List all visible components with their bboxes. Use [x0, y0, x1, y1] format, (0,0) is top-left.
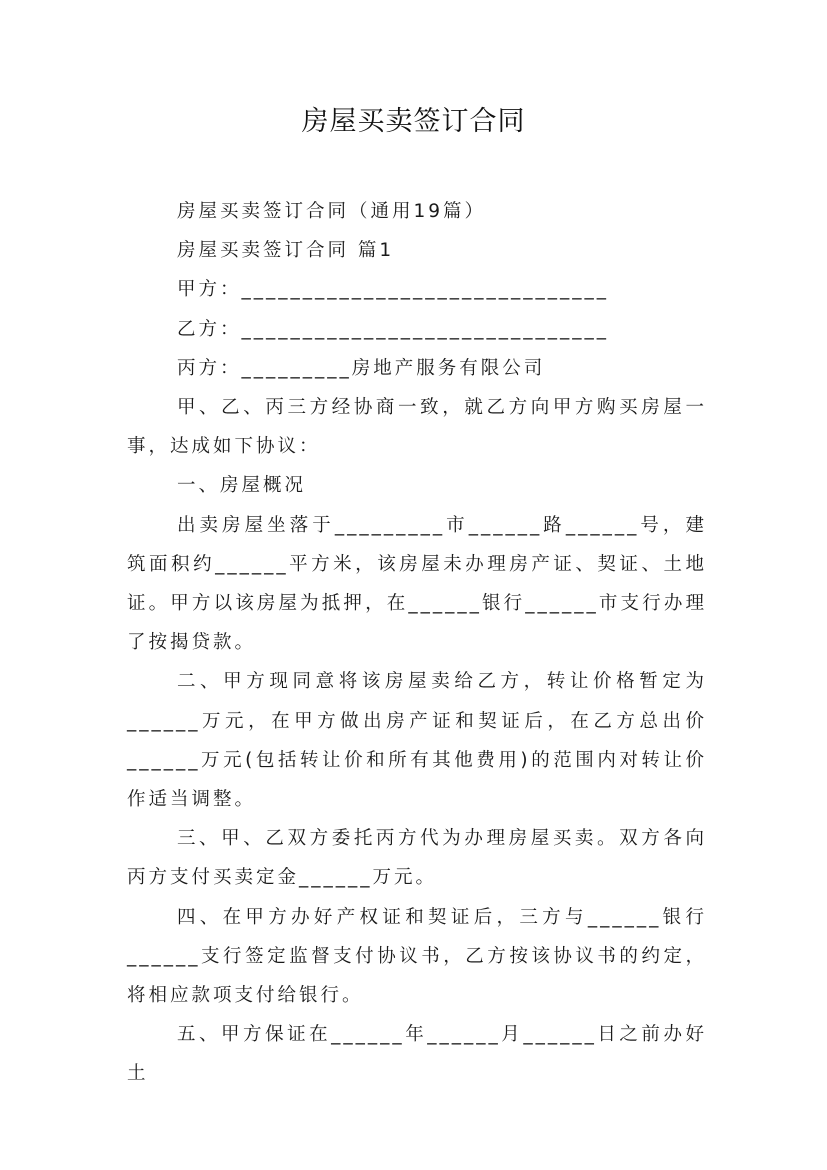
clause-2-text: 二、甲方现同意将该房屋卖给乙方，转让价格暂定为______万元，在甲方做出房产证和契证后，在乙方总出价______万元(包括转让价和所有其他费用)的范围内对转让价作适当调整。: [127, 671, 707, 811]
clause-4-text: 四、在甲方办好产权证和契证后，三方与______银行______支行签定监督支付协议书，乙方按该协议书的约定，将相应款项支付给银行。: [127, 906, 707, 1007]
clause-3-text: 三、甲、乙双方委托丙方代为办理房屋买卖。双方各向丙方支付买卖定金______万元。: [127, 828, 707, 889]
party-a-line: 甲方：______________________________: [176, 279, 609, 301]
party-b-line: 乙方：______________________________: [176, 318, 609, 340]
paragraph-subtitle: 房屋买卖签订合同（通用19篇）: [176, 201, 486, 222]
document-body: [127, 192, 707, 1094]
paragraph-section-heading: 房屋买卖签订合同 篇1: [176, 240, 395, 262]
clause-heading-1: 一、房屋概况: [176, 475, 306, 497]
document-title: 房屋买卖签订合同: [301, 106, 526, 137]
party-c-line: 丙方：_________房地产服务有限公司: [176, 357, 546, 379]
clause-1-text: 出卖房屋坐落于_________市______路______号，建筑面积约______平方米，该房屋未办理房产证、契证、土地证。甲方以该房屋为抵押，在______银行______市支行办理了按揭贷款。: [127, 514, 707, 654]
clause-5-text: 五、甲方保证在______年______月______日之前办好土: [127, 1024, 707, 1085]
paragraph-intro: 甲、乙、丙三方经协商一致，就乙方向甲方购买房屋一事，达成如下协议：: [127, 397, 707, 458]
